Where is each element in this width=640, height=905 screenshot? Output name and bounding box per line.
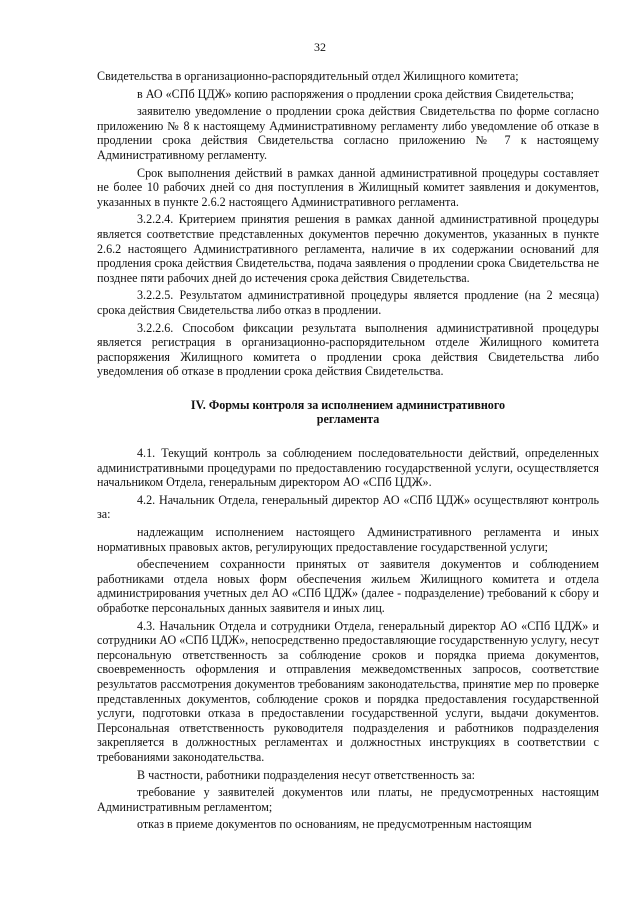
section-heading: IV. Формы контроля за исполнением административного регламента bbox=[190, 397, 506, 427]
paragraph: обеспечением сохранности принятых от заявителя документов и соблюдением работниками отдела новых форм обеспечения жильем Жилищного комитета и отдела администрирования учетных дел АО «СПб ЦДЖ» (далее - подразделение) требований к сбору и обработке персональных данных заявителя и иных лиц. bbox=[97, 557, 599, 615]
paragraph: 3.2.2.4. Критерием принятия решения в рамках данной административной процедуры является соответствие представленных документов перечню документов, указанных в пункте 2.6.2 настоящего Административного регламента, наличие в их содержании оснований для продления срока действия Свидетельства, подача заявления о продлении срока Свидетельства не позднее пяти рабочих дней до истечения срока действия Свидетельства. bbox=[97, 212, 599, 285]
page-content bbox=[97, 69, 599, 835]
page-number: 32 bbox=[314, 40, 326, 54]
paragraph: Свидетельства в организационно-распорядительный отдел Жилищного комитета; bbox=[97, 69, 519, 83]
paragraph: Срок выполнения действий в рамках данной административной процедуры составляет не более 10 рабочих дней со дня поступления в Жилищный комитет заявления и документов, указанных в пункте 2.6.2 настоящего Административного регламента. bbox=[97, 165, 599, 209]
paragraph: 4.3. Начальник Отдела и сотрудники Отдела, генеральный директор АО «СПб ЦДЖ» и сотрудники АО «СПб ЦДЖ», непосредственно предоставляющие государственную услугу, несут персональную ответственность за соблюдение сроков и порядка приема документов, своевременность оформления и отправления межведомственных запросов, соответствие результатов рассмотрения документов требованиям законодательства, принятие мер по проверке представленных документов, соблюдение сроков и порядка предоставления государственной услуги, подготовки отказа в предоставлении государственной услуги, выдачи документов. Персональная ответственность руководителя подразделения и работников подразделения закрепляется в должностных регламентах и должностных инструкциях в соответствии с требованиями законодательства. bbox=[97, 618, 599, 764]
paragraph: в АО «СПб ЦДЖ» копию распоряжения о продлении срока действия Свидетельства; bbox=[137, 86, 574, 101]
paragraph: 3.2.2.5. Результатом административной процедуры является продление (на 2 месяца) срока действия Свидетельства либо отказ в продлении. bbox=[97, 288, 599, 317]
paragraph: 4.2. Начальник Отдела, генеральный директор АО «СПб ЦДЖ» осуществляют контроль за: bbox=[97, 492, 599, 522]
paragraph: В частности, работники подразделения несут ответственность за: bbox=[137, 767, 475, 782]
paragraph: требование у заявителей документов или платы, не предусмотренных настоящим Административным регламентом; bbox=[97, 785, 599, 814]
paragraph: надлежащим исполнением настоящего Административного регламента и иных нормативных правовых актов, регулирующих предоставление государственной услуги; bbox=[97, 525, 599, 554]
paragraph: заявителю уведомление о продлении срока действия Свидетельства по форме согласно приложению № 8 к настоящему Административному регламенту либо уведомление об отказе в продлении срока действия Свидетельства согласно приложению № 7 к настоящему Административному регламенту. bbox=[97, 104, 599, 162]
paragraph: 4.1. Текущий контроль за соблюдением последовательности действий, определенных административными процедурами по предоставлению государственной услуги, осуществляется начальником Отдела, генеральным директором АО «СПб ЦДЖ». bbox=[97, 446, 599, 490]
paragraph: 3.2.2.6. Способом фиксации результата выполнения административной процедуры является регистрация в организационно-распорядительном отделе Жилищного комитета распоряжения Жилищного комитета о продлении срока действия Свидетельства либо уведомления об отказе в продлении срока действия Свидетельства. bbox=[97, 320, 599, 379]
paragraph: отказ в приеме документов по основаниям, не предусмотренным настоящим bbox=[137, 817, 532, 832]
